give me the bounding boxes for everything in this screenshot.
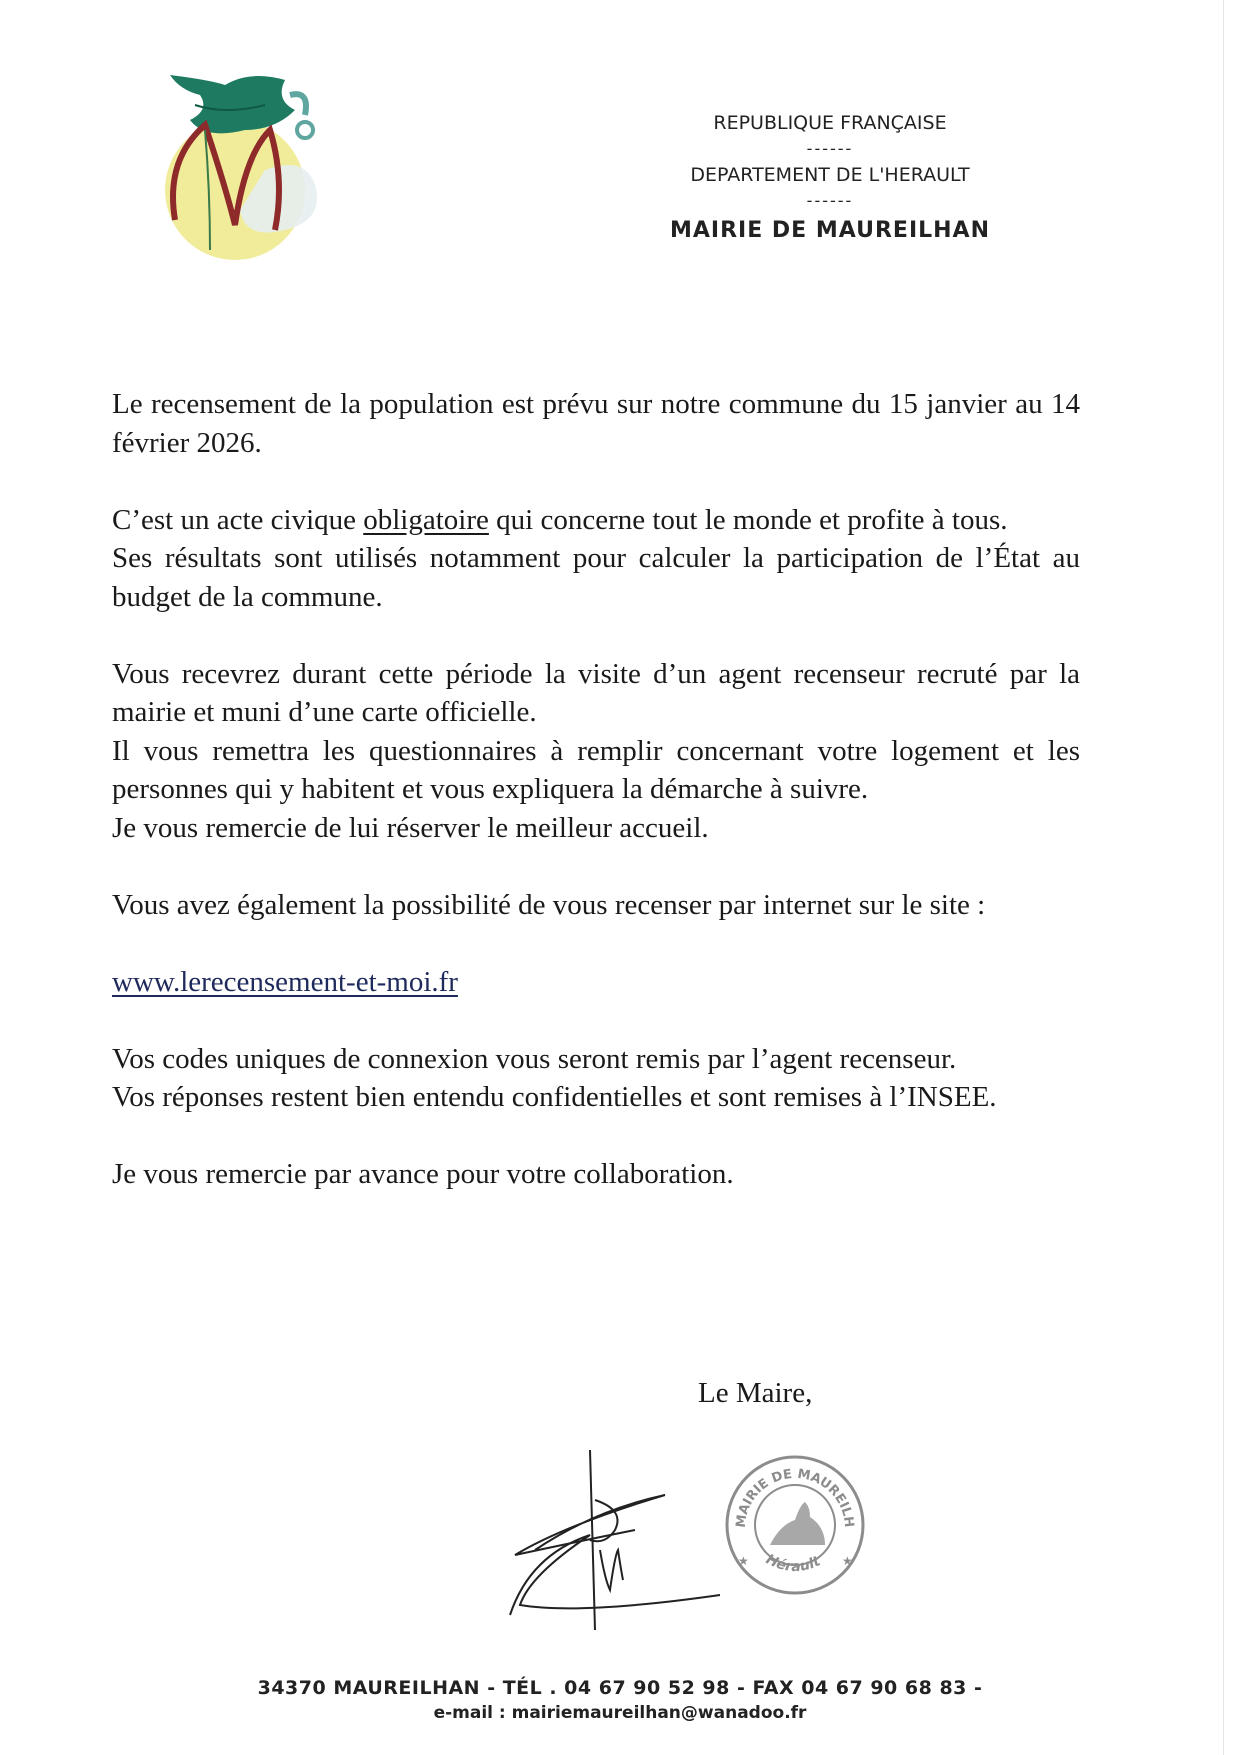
paragraph-confidential: Vos réponses restent bien entendu confidentielles et sont remises à l’INSEE. bbox=[112, 1081, 997, 1113]
stamp-top-text: MAIRIE DE MAUREILH bbox=[733, 1466, 857, 1529]
footer bbox=[0, 1675, 1240, 1725]
header-separator: ------ bbox=[806, 191, 854, 210]
underlined-obligatoire: obligatoire bbox=[363, 503, 489, 536]
letter-body bbox=[112, 385, 1080, 1232]
svg-text:MAIRIE DE MAUREILHAN bbox=[720, 1450, 856, 1529]
official-stamp-icon bbox=[720, 1450, 870, 1600]
paragraph-thanks: Je vous remercie par avance pour votre collaboration. bbox=[112, 1158, 734, 1190]
paragraph-questionnaires: Il vous remettra les questionnaires à remplir concernant votre logement et les personnes qui y habitent et vous expliquera la démarche à suivre. bbox=[112, 734, 1080, 805]
department-label: DEPARTEMENT DE L'HERAULT bbox=[690, 164, 970, 186]
stamp-bottom-text: Hérault bbox=[763, 1551, 823, 1576]
handwritten-signature-icon bbox=[505, 1440, 725, 1630]
republic-label: REPUBLIQUE FRANÇAISE bbox=[713, 112, 947, 134]
census-website-link[interactable]: www.lerecensement-et-moi.fr bbox=[112, 965, 458, 998]
paragraph-dates: Le recensement de la population est prévu sur notre commune du 15 janvier au 14 février 2026. bbox=[112, 388, 1080, 459]
letterhead bbox=[620, 110, 1040, 243]
paragraph-codes: Vos codes uniques de connexion vous seront remis par l’agent recenseur. bbox=[112, 1042, 957, 1075]
text-fragment: qui concerne tout le monde et profite à tous. bbox=[488, 503, 1008, 536]
svg-text:Hérault bbox=[763, 1551, 824, 1575]
header-separator: ------ bbox=[806, 139, 854, 158]
text-fragment: C’est un acte civique bbox=[112, 503, 364, 536]
paragraph-agent-visit: Vous recevrez durant cette période la visite d’un agent recenseur recruté par la mairie et muni d’une carte officielle. bbox=[112, 657, 1080, 728]
paragraph-obligation bbox=[112, 501, 1080, 540]
svg-text:★: ★ bbox=[738, 1554, 749, 1568]
paragraph-results: Ses résultats sont utilisés notamment pour calculer la participation de l’État au budget de la commune. bbox=[112, 542, 1080, 613]
municipal-logo-icon bbox=[155, 70, 350, 280]
paragraph-welcome: Je vous remercie de lui réserver le meilleur accueil. bbox=[112, 811, 709, 844]
svg-text:★: ★ bbox=[842, 1554, 853, 1568]
page-edge-line bbox=[1223, 0, 1224, 1755]
census-website-paragraph bbox=[112, 963, 1080, 1002]
signatory-title: Le Maire, bbox=[698, 1377, 813, 1409]
footer-email: e-mail : mairiemaureilhan@wanadoo.fr bbox=[433, 1703, 807, 1723]
footer-address: 34370 MAUREILHAN - TÉL . 04 67 90 52 98 - FAX 04 67 90 68 83 - bbox=[257, 1677, 983, 1699]
paragraph-internet: Vous avez également la possibilité de vous recenser par internet sur le site : bbox=[112, 888, 986, 921]
mairie-title: MAIRIE DE MAUREILHAN bbox=[670, 218, 990, 243]
